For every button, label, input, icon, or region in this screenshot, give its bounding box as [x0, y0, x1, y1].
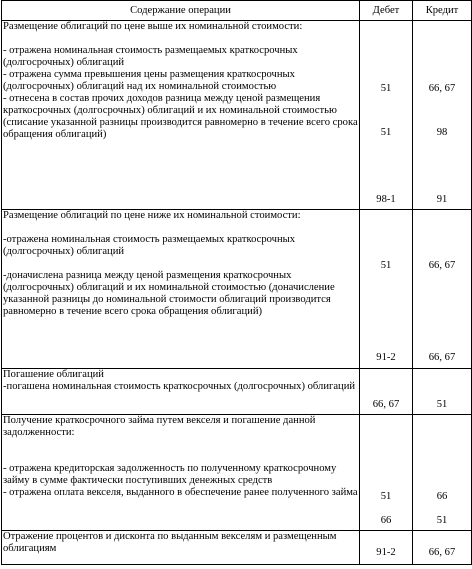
credit-cell: [413, 210, 472, 369]
credit-value: 66, 67: [428, 260, 456, 271]
accounting-entries-table: [1, 0, 472, 565]
debit-cell: [360, 210, 413, 369]
credit-value: 66, 67: [428, 547, 456, 558]
operation-title: Отражение процентов и дисконта по выданным векселям и размещенным облигациям: [3, 531, 337, 554]
operation-title: Размещение облигаций по цене выше их номинальной стоимости:: [3, 21, 303, 32]
debit-cell: [360, 415, 413, 531]
debit-value: 98-1: [376, 194, 396, 205]
operation-cell: [2, 210, 360, 369]
header-debit: Дебет: [360, 1, 413, 21]
credit-cell: [413, 21, 472, 210]
operation-item: -отражена номинальная стоимость размещаемых краткосрочных (долгосрочных) облигаций: [3, 234, 296, 257]
credit-value: 91: [436, 194, 448, 205]
operation-cell: [2, 369, 360, 415]
credit-value: 51: [436, 515, 448, 526]
table-row: [2, 369, 472, 415]
debit-value: 66: [380, 515, 392, 526]
table-row: [2, 21, 472, 210]
credit-value: 66, 67: [428, 352, 456, 363]
table-row: [2, 531, 472, 565]
operation-item: -погашена номинальная стоимость краткосрочных (долгосрочных) облигаций: [3, 381, 356, 392]
debit-value: 51: [380, 260, 392, 271]
credit-cell: [413, 369, 472, 415]
operation-item: - отражена сумма превышения цены размещения краткосрочных (долгосрочных) облигаций над их номинальной стоимостью: [3, 69, 295, 92]
debit-value: 51: [380, 83, 392, 94]
credit-value: 98: [436, 127, 448, 138]
debit-value: 91-2: [376, 352, 396, 363]
operation-title: Получение краткосрочного займа путем векселя и погашение данной задолженности:: [3, 415, 316, 438]
operation-item: - отражена оплата векселя, выданного в обеспечение ранее полученного займа: [3, 487, 358, 498]
operation-title: Погашение облигаций: [3, 369, 104, 380]
credit-value: 66, 67: [428, 83, 456, 94]
operation-item: - отражена номинальная стоимость размещаемых краткосрочных (долгосрочных) облигаций: [3, 45, 298, 68]
credit-value: 51: [436, 399, 448, 410]
operation-title: Размещение облигаций по цене ниже их номинальной стоимости:: [3, 210, 301, 221]
operation-item: - отнесена в состав прочих доходов разница между ценой размещения краткосрочных (долгосрочных) облигаций и их номинальной стоимостью (списание указанной разницы производится равномерно в течение всего срока обращения облигаций): [3, 93, 358, 140]
table-row: [2, 210, 472, 369]
operation-cell: [2, 415, 360, 531]
operation-item: -доначислена разница между ценой размещения краткосрочных (долгосрочных) облигаций и их номинальной стоимостью (доначисление указанной разницы до номинальной стоимости облигаций производится равномерно в течение всего срока обращения облигаций): [3, 270, 335, 317]
credit-cell: [413, 531, 472, 565]
table-header-row: [2, 1, 472, 21]
header-operation: Содержание операции: [2, 1, 360, 21]
debit-value: 91-2: [376, 547, 396, 558]
debit-cell: [360, 369, 413, 415]
debit-cell: [360, 21, 413, 210]
credit-cell: [413, 415, 472, 531]
operation-item: - отражена кредиторская задолженность по полученному краткосрочному займу в сумме фактически поступивших денежных средств: [3, 463, 337, 486]
table-row: [2, 415, 472, 531]
header-credit: Кредит: [413, 1, 472, 21]
credit-value: 66: [436, 491, 448, 502]
debit-value: 66, 67: [372, 399, 400, 410]
operation-cell: [2, 531, 360, 565]
debit-cell: [360, 531, 413, 565]
accounting-entries-document: [1, 0, 471, 565]
debit-value: 51: [380, 491, 392, 502]
debit-value: 51: [380, 127, 392, 138]
operation-cell: [2, 21, 360, 210]
